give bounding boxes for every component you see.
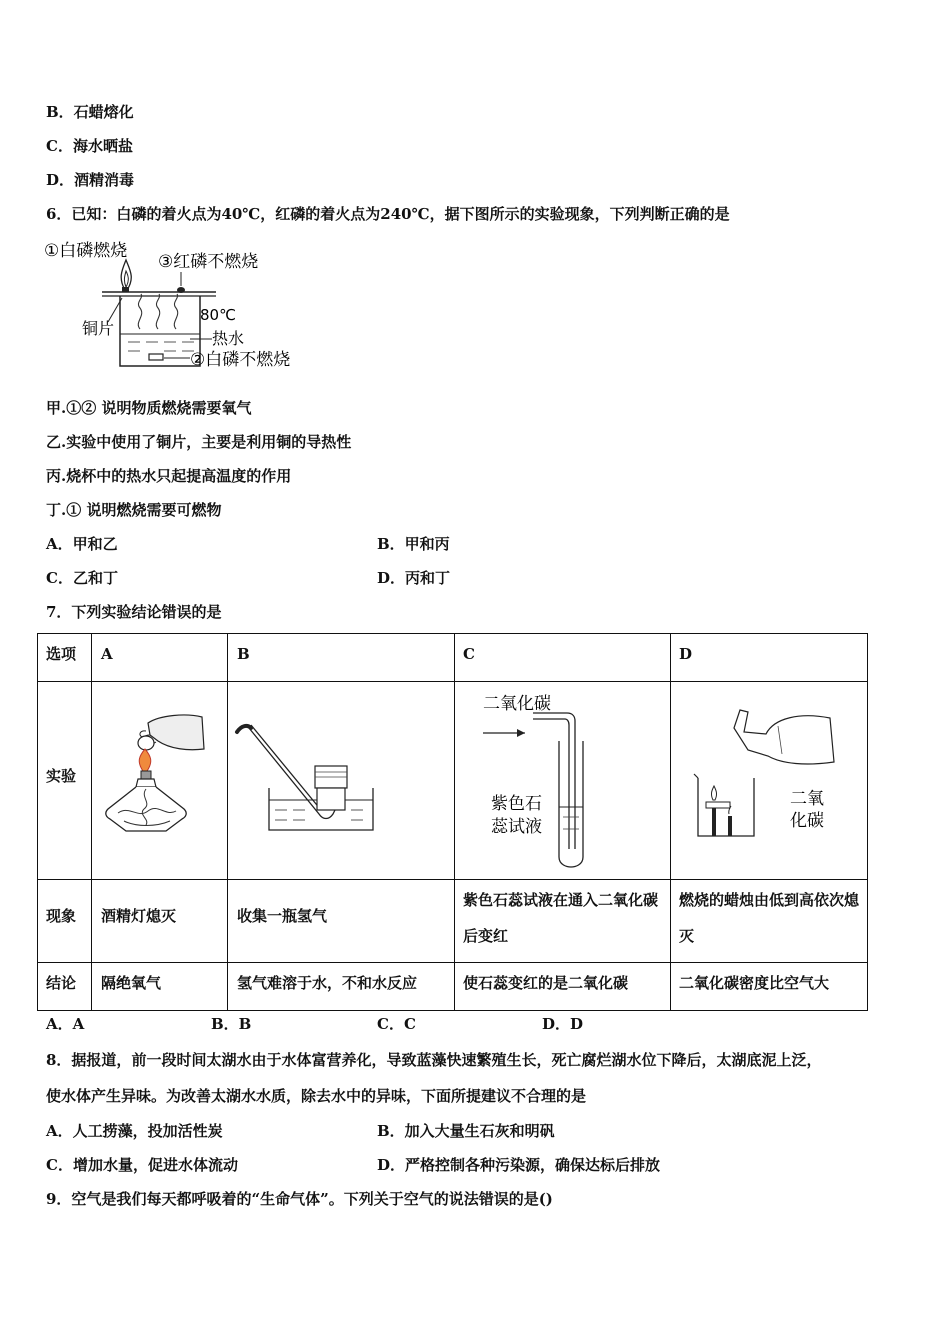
experiment-a-alcohol-lamp-figure (96, 709, 221, 839)
experiment-d-candles-figure (678, 704, 863, 844)
table-header-d: D (679, 645, 693, 663)
q6-statement-1: 甲.①② 说明物质燃烧需要氧气 (46, 399, 252, 417)
q6-option-d: D．丙和丁 (377, 569, 451, 587)
experiment-d-gas-label-2: 化碳 (790, 811, 824, 831)
experiment-d-gas-label-1: 二氧 (790, 789, 824, 809)
table-row-label-phenomenon: 现象 (46, 907, 77, 925)
table-header-a: A (101, 645, 113, 663)
experiment-b-gas-collection-figure (233, 722, 443, 832)
conclusion-c: 使石蕊变红的是二氧化碳 (463, 974, 629, 992)
q7-option-c: C．C (377, 1015, 416, 1033)
phenomenon-c: 紫色石蕊试液在通入二氧化碳后变红 (463, 891, 659, 945)
q6-statement-4: 丁.① 说明燃烧需要可燃物 (46, 501, 222, 519)
q9-stem: 9．空气是我们每天都呼吸着的“生命气体”。下列关于空气的说法错误的是() (46, 1190, 553, 1208)
q6-stem: 6．已知：白磷的着火点为40℃，红磷的着火点为240℃，据下图所示的实验现象，下列判断正确的是 (46, 205, 730, 223)
q6-label-2: ②白磷不燃烧 (190, 350, 291, 370)
conclusion-d: 二氧化碳密度比空气大 (679, 974, 830, 992)
q6-option-b: B．甲和丙 (377, 535, 450, 553)
q7-table (37, 633, 868, 1011)
q6-label-3: ③红磷不燃烧 (158, 252, 259, 272)
experiment-c-liquid-label-1: 紫色石 (491, 794, 542, 814)
q6-label-temp: 80℃ (200, 306, 236, 324)
q6-phosphorus-figure (40, 234, 320, 374)
conclusion-b: 氢气难溶于水，不和水反应 (237, 974, 418, 992)
q7-option-d: D．D (542, 1015, 584, 1033)
experiment-c-liquid-label-2: 蕊试液 (491, 817, 542, 837)
experiment-c-litmus-figure (463, 689, 663, 874)
phenomenon-a: 酒精灯熄灭 (101, 907, 177, 925)
q8-option-d: D．严格控制各种污染源，确保达标后排放 (377, 1156, 661, 1174)
q8-stem-line-2: 使水体产生异味。为改善太湖水水质，除去水中的异味，下面所提建议不合理的是 (46, 1087, 587, 1105)
q5-option-b: B．石蜡熔化 (46, 103, 134, 121)
q8-option-a: A．人工捞藻，投加活性炭 (46, 1122, 223, 1140)
q7-stem: 7．下列实验结论错误的是 (46, 603, 222, 621)
phenomenon-d: 燃烧的蜡烛由低到高依次熄灭 (679, 891, 860, 945)
q6-option-a: A．甲和乙 (46, 535, 118, 553)
table-row-label-experiment: 实验 (46, 767, 77, 785)
q8-stem-line-1: 8．据报道，前一段时间太湖水由于水体富营养化，导致蓝藻快速繁殖生长，死亡腐烂湖水位下降后，太湖底泥上泛， (46, 1051, 822, 1069)
q7-option-a: A．A (46, 1015, 85, 1033)
table-header-option: 选项 (46, 645, 77, 663)
experiment-c-gas-label: 二氧化碳 (483, 694, 551, 714)
q8-option-c: C．增加水量，促进水体流动 (46, 1156, 238, 1174)
q5-option-d: D．酒精消毒 (46, 171, 135, 189)
q6-label-copper: 铜片 (82, 319, 115, 338)
q6-label-water: 热水 (212, 329, 245, 348)
conclusion-a: 隔绝氧气 (101, 974, 162, 992)
phenomenon-b: 收集一瓶氢气 (237, 907, 328, 925)
q8-option-b: B．加入大量生石灰和明矾 (377, 1122, 555, 1140)
q6-option-c: C．乙和丁 (46, 569, 118, 587)
q6-label-1: ①白磷燃烧 (44, 241, 128, 261)
q7-option-b: B．B (211, 1015, 252, 1033)
table-header-b: B (237, 645, 250, 663)
table-header-c: C (463, 645, 475, 663)
table-row-label-conclusion: 结论 (46, 974, 77, 992)
q6-statement-2: 乙.实验中使用了铜片，主要是利用铜的导热性 (46, 433, 352, 451)
q6-statement-3: 丙.烧杯中的热水只起提高温度的作用 (46, 467, 292, 485)
q5-option-c: C．海水晒盐 (46, 137, 133, 155)
